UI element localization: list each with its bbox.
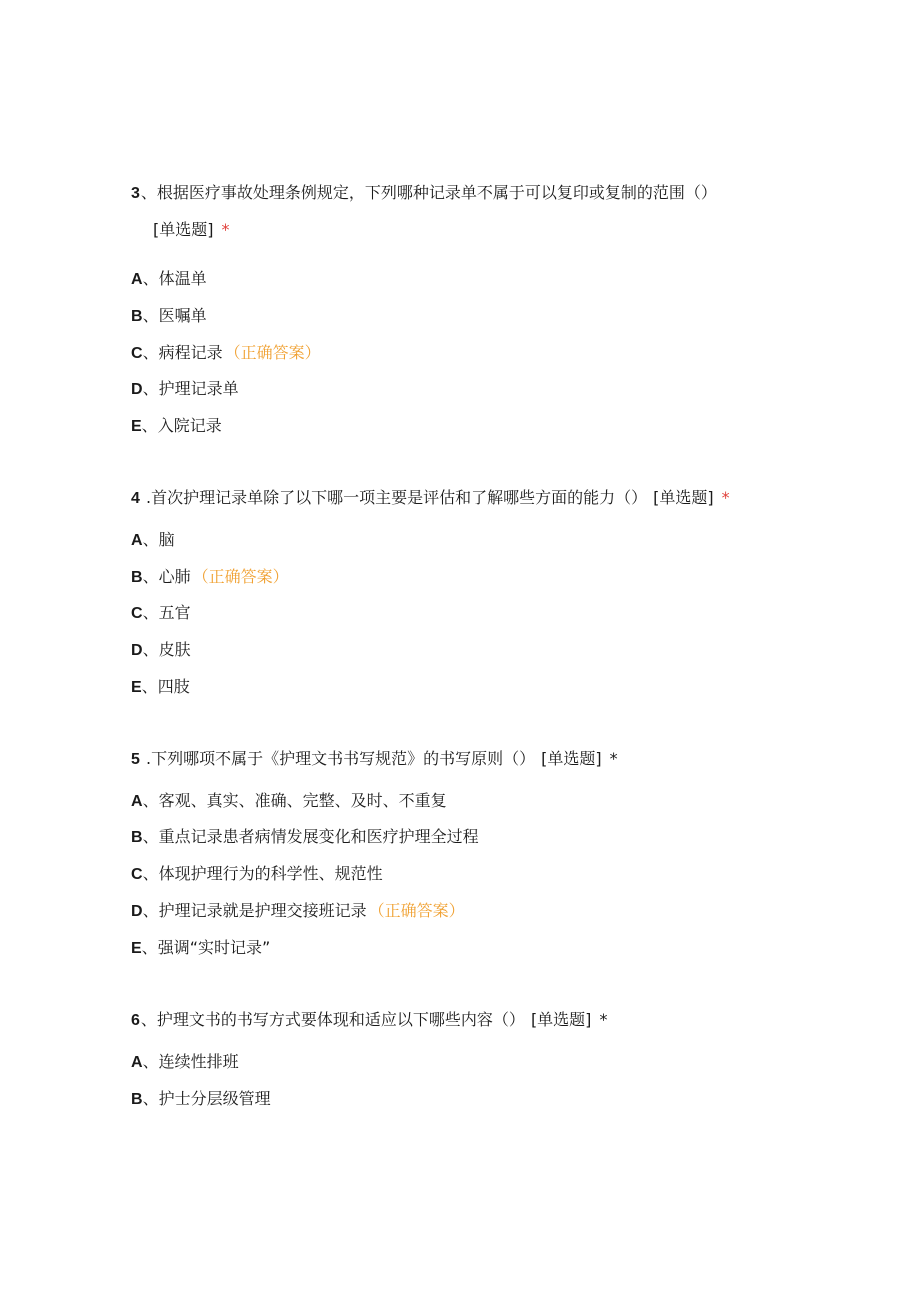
option-letter: A [131,1054,143,1071]
option-text: 五官 [158,603,191,622]
question-number: 5 [131,751,140,768]
option-letter: D [131,381,143,398]
option-text: 病程记录 [158,343,223,362]
option-separator: 、 [142,864,159,883]
question-separator: 、 [140,183,157,202]
question-type: [单选题] [153,220,214,239]
option-4b [131,566,289,589]
option-letter: C [131,345,143,362]
option-separator: 、 [142,306,159,325]
option-separator: 、 [142,567,159,586]
required-marker: * [609,749,618,768]
correct-answer-label: （正确答案） [368,901,465,920]
option-3b [131,305,207,328]
question-type: [单选题] [541,749,602,768]
option-text: 体温单 [158,269,207,288]
correct-answer-label: （正确答案） [192,567,289,586]
option-3a [131,268,207,291]
option-5e [131,937,270,960]
option-text: 重点记录患者病情发展变化和医疗护理全过程 [158,827,479,846]
question-3-title [131,182,717,205]
option-4c [131,602,191,625]
option-text: 脑 [158,530,175,549]
question-6-title [131,1009,607,1032]
option-4d [131,639,191,662]
question-3-meta [153,219,230,241]
option-letter: A [131,532,143,549]
option-separator: 、 [142,1052,159,1071]
option-letter: B [131,569,143,586]
option-6b [131,1088,271,1111]
question-type: [单选题] [653,488,714,507]
option-separator: 、 [142,640,159,659]
option-5b [131,826,479,849]
option-separator: 、 [142,603,159,622]
option-letter: E [131,679,142,696]
option-text: 体现护理行为的科学性、规范性 [158,864,383,883]
option-letter: D [131,903,143,920]
option-letter: B [131,308,143,325]
option-letter: A [131,271,143,288]
required-marker: * [721,488,730,507]
option-5a [131,790,447,813]
option-text: 护士分层级管理 [158,1089,271,1108]
option-separator: 、 [142,379,159,398]
question-5-title [131,748,618,771]
question-text: 下列哪项不属于《护理文书书写规范》的书写原则（） [151,749,536,768]
question-text: 首次护理记录单除了以下哪一项主要是评估和了解哪些方面的能力（） [151,488,648,507]
option-letter: A [131,793,143,810]
option-letter: C [131,866,143,883]
option-6a [131,1051,239,1074]
option-letter: E [131,418,142,435]
option-letter: B [131,829,143,846]
option-text: 护理记录就是护理交接班记录 [158,901,367,920]
option-text: 四肢 [157,677,190,696]
question-text: 根据医疗事故处理条例规定，下列哪种记录单不属于可以复印或复制的范围（） [156,183,717,202]
question-separator: . [140,488,152,507]
option-text: 连续性排班 [158,1052,239,1071]
question-4-title [131,487,730,510]
option-separator: 、 [141,938,158,957]
option-separator: 、 [142,901,159,920]
option-separator: 、 [142,1089,159,1108]
required-marker: * [221,220,230,239]
question-number: 4 [131,490,140,507]
option-3e [131,415,222,438]
option-text: 皮肤 [158,640,191,659]
question-number: 6 [131,1012,140,1029]
option-separator: 、 [142,827,159,846]
option-separator: 、 [142,269,159,288]
question-text: 护理文书的书写方式要体现和适应以下哪些内容（） [156,1010,525,1029]
question-type: [单选题] [530,1010,592,1029]
option-separator: 、 [142,791,159,810]
question-number: 3 [131,185,140,202]
question-separator: 、 [140,1010,157,1029]
option-separator: 、 [141,677,158,696]
option-letter: C [131,605,143,622]
required-marker: * [599,1010,608,1029]
option-letter: B [131,1091,143,1108]
option-text: 护理记录单 [158,379,239,398]
option-text: 入院记录 [157,416,222,435]
option-separator: 、 [141,416,158,435]
option-text: 客观、真实、准确、完整、及时、不重复 [158,791,447,810]
option-separator: 、 [142,530,159,549]
option-letter: E [131,940,142,957]
option-5c [131,863,383,886]
option-4a [131,529,175,552]
option-3c [131,342,321,365]
option-text: 强调“实时记录” [157,938,271,957]
option-5d [131,900,465,923]
option-4e [131,676,190,699]
option-separator: 、 [142,343,159,362]
option-text: 心肺 [158,567,191,586]
correct-answer-label: （正确答案） [224,343,321,362]
question-separator: . [140,749,152,768]
option-letter: D [131,642,143,659]
option-3d [131,378,239,401]
option-text: 医嘱单 [158,306,207,325]
